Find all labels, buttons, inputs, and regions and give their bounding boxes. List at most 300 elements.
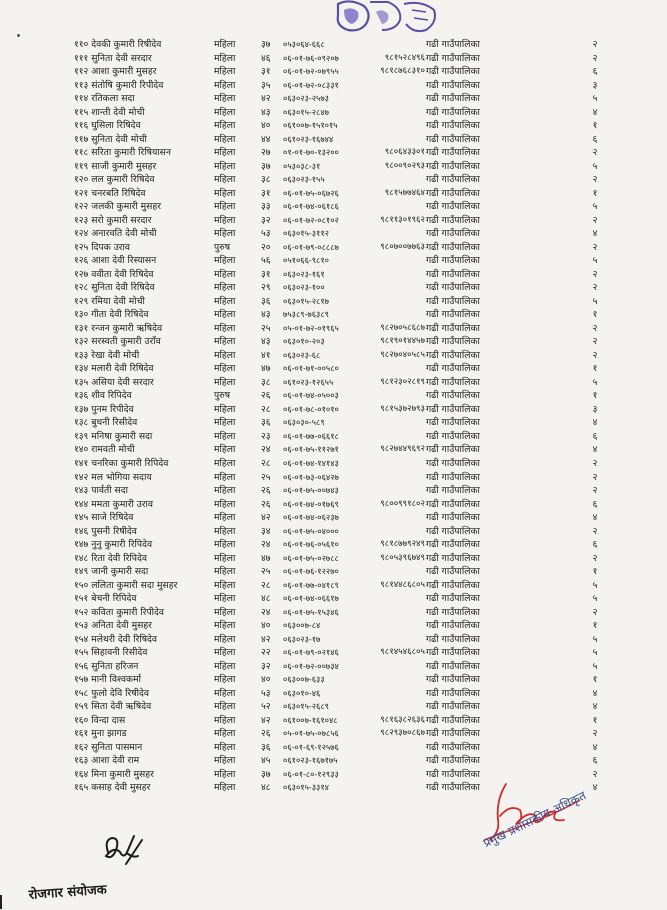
table-row — [0, 322, 667, 336]
row-municipality: गढी गाउँपालिका — [426, 552, 480, 564]
row-citizenship-no: ०६३०१५-२८१७ — [283, 295, 329, 306]
row-name: १३६ शीव रिपिदेव — [74, 390, 132, 402]
row-citizenship-no: ०६-०१-७४-०१७६९ — [283, 498, 339, 509]
row-municipality: गढी गाउँपालिका — [426, 417, 480, 429]
row-gender: महिला — [214, 201, 236, 213]
table-row — [0, 362, 667, 376]
row-family-count: १ — [592, 566, 598, 578]
row-family-count: ६ — [592, 755, 598, 767]
row-age: ३१ — [261, 66, 271, 78]
row-phone: ९८००९९१८०२ — [380, 498, 425, 509]
row-gender: महिला — [214, 52, 236, 64]
row-municipality: गढी गाउँपालिका — [426, 701, 480, 713]
row-gender: महिला — [214, 417, 236, 429]
row-municipality: गढी गाउँपालिका — [426, 201, 480, 213]
row-age: ५६ — [261, 255, 271, 267]
row-citizenship-no: ०६-०१-७१-००५८० — [283, 363, 339, 374]
row-family-count: २ — [592, 349, 598, 361]
row-family-count: ५ — [592, 201, 598, 213]
row-name: १६१ मुना झागड — [74, 728, 127, 740]
table-row — [0, 187, 667, 201]
row-family-count: २ — [592, 552, 598, 564]
row-name: १४८ रिता देवी रिपिदेव — [74, 552, 147, 564]
row-gender: महिला — [214, 79, 236, 91]
row-name: १२६ आशा देवी रिस्यासन — [74, 255, 157, 267]
table-row — [0, 565, 667, 579]
row-name: १५१ बेचनी रिपिदेव — [74, 593, 137, 605]
row-name: १६५ कसाह देवी मुसहर — [74, 782, 151, 794]
table-row — [0, 119, 667, 133]
row-name: १३१ रन्जन कुमारी ऋषिदेव — [74, 322, 163, 334]
row-municipality: गढी गाउँपालिका — [426, 147, 480, 159]
row-phone: ९८१४४८६८०५ — [380, 579, 425, 590]
office-stamp — [330, 0, 440, 36]
row-phone: ९८०७००७७६३ — [380, 241, 425, 252]
row-citizenship-no: ०६३००७-८४ — [283, 620, 321, 631]
row-gender: महिला — [214, 498, 236, 510]
row-citizenship-no: ०६-०१-७२-०७९५५ — [283, 66, 339, 77]
row-municipality: गढी गाउँपालिका — [426, 39, 480, 50]
row-name: १४९ जानी कुमारी सदा — [74, 566, 149, 578]
row-age: ३७ — [261, 39, 271, 50]
table-row — [0, 295, 667, 309]
row-name: १३३ रेखा देवी मोची — [74, 349, 140, 361]
row-municipality: गढी गाउँपालिका — [426, 525, 480, 537]
row-family-count: २ — [592, 268, 598, 280]
row-gender: महिला — [214, 322, 236, 334]
row-name: ११३ संतोषि कुमारी रिपीदेव — [74, 79, 164, 91]
row-name: ११५ शान्ती देवी मोची — [74, 106, 145, 118]
row-name: १२० लल कुमारी रिषिदेव — [74, 174, 155, 186]
row-municipality: गढी गाउँपालिका — [426, 444, 480, 456]
row-family-count: २ — [592, 457, 598, 469]
row-family-count: ६ — [592, 539, 598, 551]
row-municipality: गढी गाउँपालिका — [426, 741, 480, 753]
row-citizenship-no: ०६-०१-७४-०६१८६ — [283, 201, 339, 212]
row-family-count: ५ — [592, 633, 598, 645]
row-gender: महिला — [214, 228, 236, 240]
table-row — [0, 579, 667, 593]
row-gender: महिला — [214, 120, 236, 132]
row-municipality: गढी गाउँपालिका — [426, 322, 480, 334]
row-municipality: गढी गाउँपालिका — [426, 430, 480, 442]
row-citizenship-no: ०६१०२३-१२६५५ — [283, 376, 334, 387]
row-citizenship-no: ०६३०१५-२८४७ — [283, 106, 329, 117]
row-age: ३३ — [261, 201, 271, 213]
row-gender: महिला — [214, 349, 236, 361]
table-row — [0, 349, 667, 363]
row-phone: ९८१५७७४६४ — [384, 187, 425, 198]
row-age: ४८ — [261, 593, 271, 605]
row-phone: ९८१५३७२७९३ — [380, 403, 425, 414]
row-family-count: ५ — [592, 93, 598, 105]
row-gender: महिला — [214, 457, 236, 469]
row-age: ४० — [261, 120, 271, 132]
row-name: १२९ रमिया देवी मोची — [74, 295, 145, 307]
row-name: १११ सुनिता देवी सरदार — [74, 52, 152, 64]
row-gender: महिला — [214, 282, 236, 294]
row-family-count: १ — [592, 187, 598, 199]
row-age: २९ — [261, 282, 271, 294]
row-citizenship-no: ०६३०२३-१६१ — [283, 268, 325, 279]
row-family-count: २ — [592, 322, 598, 334]
row-phone: ९८१८७७९२४९ — [380, 539, 425, 550]
row-municipality: गढी गाउँपालिका — [426, 268, 480, 280]
table-row — [0, 727, 667, 741]
row-age: ४० — [261, 620, 271, 632]
row-name: १६४ मिना कुमारी मुसहर — [74, 768, 154, 780]
row-citizenship-no: ०६३०१५-२६८९ — [283, 701, 329, 712]
row-name: १३२ सरस्वती कुमारी उराँव — [74, 336, 161, 348]
row-gender: महिला — [214, 147, 236, 159]
row-age: ३४ — [261, 525, 271, 537]
table-row — [0, 376, 667, 390]
row-gender: महिला — [214, 593, 236, 605]
row-municipality: गढी गाउँपालिका — [426, 714, 480, 726]
row-gender: महिला — [214, 295, 236, 307]
row-family-count: २ — [592, 485, 598, 497]
row-age: ४० — [261, 674, 271, 686]
row-gender: महिला — [214, 755, 236, 767]
row-age: ५३ — [261, 687, 271, 699]
row-age: ३५ — [261, 79, 271, 91]
row-phone: ९८१९०१४४५७ — [380, 336, 425, 347]
table-row — [0, 38, 667, 52]
row-family-count: २ — [592, 606, 598, 618]
row-age: ३७ — [261, 160, 271, 172]
row-municipality: गढी गाउँपालिका — [426, 349, 480, 361]
row-family-count: २ — [592, 241, 598, 253]
table-row — [0, 687, 667, 701]
row-age: ४२ — [261, 512, 271, 524]
table-row — [0, 741, 667, 755]
row-gender: महिला — [214, 66, 236, 78]
row-citizenship-no: ०६-०१-७५-००७४३ — [283, 485, 339, 496]
row-age: २६ — [261, 390, 271, 402]
row-phone: ९८०६४३३०१ — [384, 147, 425, 158]
row-age: ३१ — [261, 187, 271, 199]
row-phone: ९८२७४४९६९२ — [380, 444, 425, 455]
row-citizenship-no: ०६-०१-७९-०२१४६ — [283, 647, 339, 658]
row-municipality: गढी गाउँपालिका — [426, 755, 480, 767]
row-citizenship-no: ०६-०१-७२-०८३३१ — [283, 79, 339, 90]
row-family-count: ४ — [592, 228, 598, 240]
row-age: ३६ — [261, 741, 271, 753]
row-family-count: ६ — [592, 133, 598, 145]
table-row — [0, 457, 667, 471]
row-name: ११८ सरिता कुमारी रिषियासन — [74, 147, 171, 159]
row-municipality: गढी गाउँपालिका — [426, 485, 480, 497]
row-municipality: गढी गाउँपालिका — [426, 120, 480, 132]
designation-signature: प्रमुख प्रशासकीय अधिकृत — [480, 788, 589, 851]
row-phone: ९८१४५४६८०५ — [380, 647, 425, 658]
row-citizenship-no: ०६१०२३-१६७१७५ — [283, 755, 338, 766]
row-name: १३४ मलारी देवी रिषिदेव — [74, 363, 154, 375]
row-age: २८ — [261, 403, 271, 415]
table-row — [0, 606, 667, 620]
row-citizenship-no: ०५-०१-७५-०७८५६ — [283, 728, 339, 739]
row-name: १२८ सुनिता देवी रिषिदेव — [74, 282, 155, 294]
row-gender: महिला — [214, 268, 236, 280]
row-citizenship-no: ०६-०१-७४-१४१४३ — [283, 457, 339, 468]
row-age: २० — [261, 241, 271, 253]
row-age: २५ — [261, 322, 271, 334]
table-row — [0, 254, 667, 268]
row-age: २८ — [261, 457, 271, 469]
row-age: २५ — [261, 471, 271, 483]
table-row — [0, 173, 667, 187]
table-row — [0, 430, 667, 444]
row-gender: महिला — [214, 430, 236, 442]
table-row — [0, 52, 667, 66]
row-age: ४८ — [261, 782, 271, 794]
row-name: १३८ बुधनी रिसीदेव — [74, 417, 138, 429]
footer-label: रोजगार संयोजक — [28, 882, 108, 903]
table-row — [0, 660, 667, 674]
row-age: ४४ — [261, 133, 271, 145]
row-name: १५२ कविता कुमारी रिपीदेव — [74, 606, 165, 618]
row-municipality: गढी गाउँपालिका — [426, 214, 480, 226]
row-gender: महिला — [214, 403, 236, 415]
row-name: १२५ दिपक उराव — [74, 241, 130, 253]
row-family-count: ६ — [592, 430, 598, 442]
row-municipality: गढी गाउँपालिका — [426, 471, 480, 483]
row-gender: महिला — [214, 660, 236, 672]
table-row — [0, 146, 667, 160]
table-row — [0, 700, 667, 714]
row-municipality: गढी गाउँपालिका — [426, 187, 480, 199]
row-family-count: १ — [592, 390, 598, 402]
row-municipality: गढी गाउँपालिका — [426, 295, 480, 307]
row-family-count: ४ — [592, 417, 598, 429]
row-citizenship-no: ०६३०२३-६८ — [283, 349, 321, 360]
row-name: ११६ घुसिला रिषिदेव — [74, 120, 141, 132]
table-row — [0, 619, 667, 633]
row-family-count: २ — [592, 728, 598, 740]
row-family-count: ५ — [592, 593, 598, 605]
row-municipality: गढी गाउँपालिका — [426, 539, 480, 551]
table-row — [0, 227, 667, 241]
row-family-count: ३ — [592, 79, 598, 91]
row-name: ११९ साजी कुमारी मुसहर — [74, 160, 157, 172]
row-municipality: गढी गाउँपालिका — [426, 606, 480, 618]
row-municipality: गढी गाउँपालिका — [426, 566, 480, 578]
row-citizenship-no: ०६३०३०-५८९ — [283, 417, 325, 428]
row-gender: महिला — [214, 714, 236, 726]
row-gender: महिला — [214, 174, 236, 186]
row-phone: ९८११३०१९६२ — [380, 214, 425, 225]
row-citizenship-no: ०६१०२३-१६७४४ — [283, 133, 334, 144]
row-gender: महिला — [214, 566, 236, 578]
row-gender: महिला — [214, 579, 236, 591]
row-name: १२१ चनरबति रिषिदेव — [74, 187, 146, 199]
beneficiary-list — [0, 38, 667, 795]
row-municipality: गढी गाउँपालिका — [426, 674, 480, 686]
row-gender: महिला — [214, 768, 236, 780]
table-row — [0, 160, 667, 174]
row-name: १२२ जलकी कुमारी मुसहर — [74, 201, 161, 213]
table-row — [0, 268, 667, 282]
row-family-count: १ — [592, 620, 598, 632]
row-name: १४५ साजे रिषिदेव — [74, 512, 134, 524]
row-family-count: ५ — [592, 295, 598, 307]
row-municipality: गढी गाउँपालिका — [426, 620, 480, 632]
row-name: १५८ फुलो देवि रिषीदेव — [74, 687, 149, 699]
row-name: १५९ सिता देवी ऋषिदेव — [74, 701, 152, 713]
row-citizenship-no: ०१-०१-७०-१३२०० — [283, 147, 339, 158]
table-row — [0, 214, 667, 228]
row-age: ४७ — [261, 552, 271, 564]
row-municipality: गढी गाउँपालिका — [426, 363, 480, 375]
row-citizenship-no: ०६३०१०-४६ — [283, 687, 321, 698]
row-name: १४३ पार्वती सदा — [74, 485, 128, 497]
row-age: ३६ — [261, 295, 271, 307]
table-row — [0, 498, 667, 512]
row-municipality: गढी गाउँपालिका — [426, 52, 480, 64]
row-municipality: गढी गाउँपालिका — [426, 647, 480, 659]
row-gender: महिला — [214, 187, 236, 199]
row-citizenship-no: ०६-०१-७४-०५००३ — [283, 390, 339, 401]
row-municipality: गढी गाउँपालिका — [426, 66, 480, 78]
row-family-count: ४ — [592, 106, 598, 118]
row-family-count: ५ — [592, 647, 598, 659]
row-gender: महिला — [214, 674, 236, 686]
row-age: ३२ — [261, 660, 271, 672]
row-municipality: गढी गाउँपालिका — [426, 390, 480, 402]
row-phone: ९८०५३९६७४९ — [380, 552, 425, 563]
signature-black — [98, 830, 150, 872]
row-name: १४२ मल भोगिया सदाय — [74, 471, 152, 483]
row-name: १५० ललिता कुमारी सदा मुसहर — [74, 579, 178, 591]
row-citizenship-no: ०६-०१-७६-०९२०७ — [283, 52, 339, 63]
row-family-count: २ — [592, 336, 598, 348]
row-citizenship-no: ०६-०१-७५-०६७२६ — [283, 187, 339, 198]
row-age: ४२ — [261, 714, 271, 726]
row-family-count: ५ — [592, 660, 598, 672]
row-age: २४ — [261, 444, 271, 456]
row-gender: पुरुष — [214, 390, 231, 402]
row-age: ३८ — [261, 174, 271, 186]
row-age: २६ — [261, 485, 271, 497]
row-name: १५४ मलेथरी देवी रिषिदेव — [74, 633, 158, 645]
row-citizenship-no: ०६-०१-८०-१२९३३ — [283, 768, 339, 779]
row-gender: महिला — [214, 160, 236, 172]
table-row — [0, 525, 667, 539]
row-age: ३६ — [261, 417, 271, 429]
row-family-count: ४ — [592, 444, 598, 456]
row-municipality: गढी गाउँपालिका — [426, 282, 480, 294]
row-citizenship-no: ०६३०१५-३३१४ — [283, 782, 329, 793]
table-row — [0, 308, 667, 322]
row-name: ११० देवकी कुमारी रिषीदेव — [74, 39, 162, 50]
row-gender: महिला — [214, 647, 236, 659]
row-age: ३२ — [261, 214, 271, 226]
row-citizenship-no: ७५३८९-७६३८९ — [283, 309, 329, 320]
row-citizenship-no: ०६-०१-७६-०५६१० — [283, 539, 339, 550]
row-name: १४६ पुसनी रिषीदेव — [74, 525, 137, 537]
row-municipality: गढी गाउँपालिका — [426, 93, 480, 105]
row-gender: महिला — [214, 214, 236, 226]
row-family-count: २ — [592, 52, 598, 64]
row-municipality: गढी गाउँपालिका — [426, 633, 480, 645]
row-age: २५ — [261, 566, 271, 578]
row-municipality: गढी गाउँपालिका — [426, 687, 480, 699]
row-municipality: गढी गाउँपालिका — [426, 241, 480, 253]
table-row — [0, 335, 667, 349]
row-citizenship-no: ०६-०१-७५-०२७८८ — [283, 552, 339, 563]
row-name: १३० गीता देवी रिषिदेव — [74, 309, 149, 321]
row-citizenship-no: ०५३०६४-६६८ — [283, 39, 325, 49]
row-name: १६० विन्दा दास — [74, 714, 126, 726]
row-gender: पुरुष — [214, 241, 231, 253]
row-municipality: गढी गाउँपालिका — [426, 768, 480, 780]
row-family-count: ५ — [592, 160, 598, 172]
row-citizenship-no: ०६-०१-७३-०६४२७ — [283, 471, 339, 482]
row-phone: ९८२९३७०८६७ — [380, 728, 425, 739]
row-gender: महिला — [214, 701, 236, 713]
row-gender: महिला — [214, 106, 236, 118]
row-family-count: ४ — [592, 687, 598, 699]
row-age: ३१ — [261, 268, 271, 280]
row-gender: महिला — [214, 687, 236, 699]
row-citizenship-no: ०६-०१-७६-१२२७० — [283, 566, 339, 577]
row-gender: महिला — [214, 620, 236, 632]
row-name: १४१ चनरिका कुमारी रिपिदेव — [74, 457, 169, 469]
row-family-count: २ — [592, 214, 598, 226]
row-citizenship-no: ०६-०१-७२-०८१०२ — [283, 214, 339, 225]
table-row — [0, 65, 667, 79]
row-gender: महिला — [214, 741, 236, 753]
row-citizenship-no: ०६३०२३-१०० — [283, 282, 325, 293]
row-citizenship-no: ०६३०२३-१७ — [283, 633, 321, 644]
row-gender: महिला — [214, 255, 236, 267]
row-family-count: ४ — [592, 782, 598, 794]
row-age: २६ — [261, 498, 271, 510]
row-citizenship-no: ०६-०१-६९-१२५७६ — [283, 741, 339, 752]
row-municipality: गढी गाउँपालिका — [426, 660, 480, 672]
row-name: १५७ मानी विश्वकर्मा — [74, 674, 141, 686]
row-age: २२ — [261, 647, 271, 659]
row-age: ४५ — [261, 755, 271, 767]
row-family-count: ४ — [592, 741, 598, 753]
row-name: १२७ ववीता देवी रिषिदेव — [74, 268, 154, 280]
table-row — [0, 673, 667, 687]
row-age: २४ — [261, 539, 271, 551]
table-row — [0, 241, 667, 255]
row-name: १२४ अनारवति देवी मोची — [74, 228, 157, 240]
row-municipality: गढी गाउँपालिका — [426, 255, 480, 267]
row-name: १५६ सुनिता हरिजन — [74, 660, 139, 672]
row-name: १३५ असिया देवी सरदार — [74, 376, 154, 388]
row-gender: महिला — [214, 525, 236, 537]
row-phone: ९८००९०२९३ — [384, 160, 425, 171]
table-row — [0, 416, 667, 430]
row-name: १४४ ममता कुमारी उराव — [74, 498, 154, 510]
row-age: ३७ — [261, 768, 271, 780]
row-age: ५३ — [261, 228, 271, 240]
table-row — [0, 92, 667, 106]
row-gender: महिला — [214, 363, 236, 375]
row-citizenship-no: ०६-०१-७४-०६२३७ — [283, 512, 339, 523]
table-row — [0, 403, 667, 417]
row-age: ४७ — [261, 363, 271, 375]
row-family-count: ५ — [592, 376, 598, 388]
row-citizenship-no: ०६३००७-६३३ — [283, 674, 325, 685]
row-phone: ९८१२३०२८१९ — [380, 376, 425, 387]
row-citizenship-no: ०६-०१-७५-१५३४६ — [283, 606, 339, 617]
row-gender: महिला — [214, 376, 236, 388]
table-row — [0, 281, 667, 295]
